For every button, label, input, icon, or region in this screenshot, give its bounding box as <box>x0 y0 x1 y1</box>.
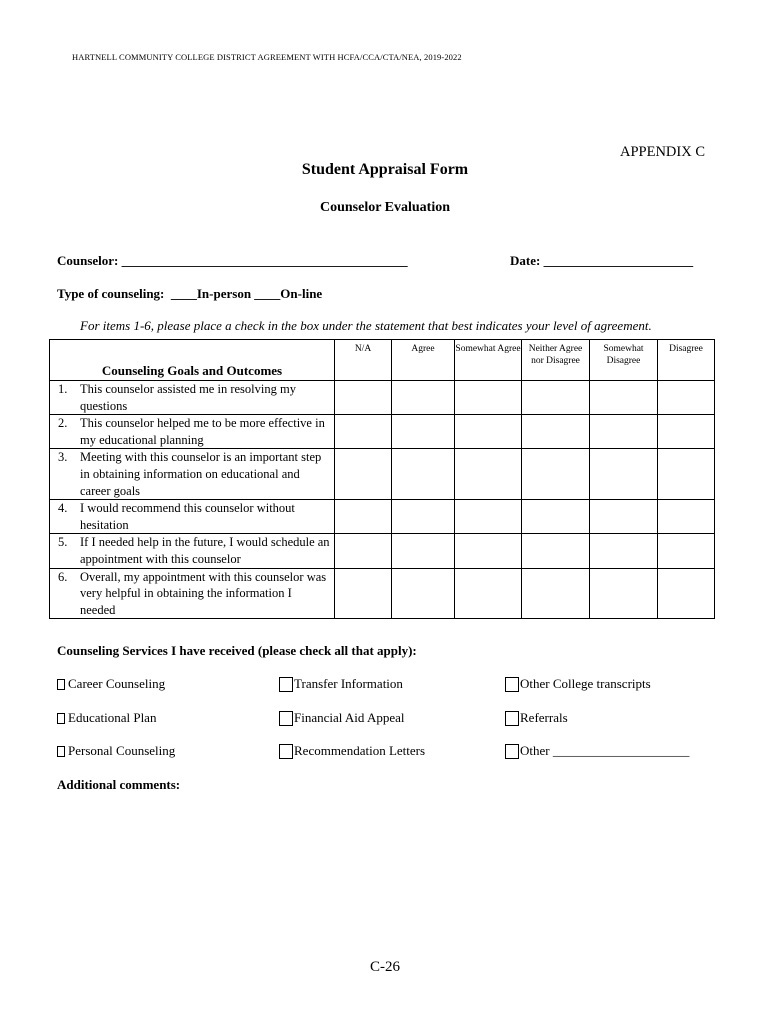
rating-cell-neither[interactable] <box>522 381 590 415</box>
form-subtitle: Counselor Evaluation <box>319 200 451 215</box>
rating-cell-agree[interactable] <box>392 449 455 500</box>
item-cell <box>50 449 335 500</box>
item-text: Meeting with this counselor is an important step in obtaining information on educational and career goals <box>80 450 322 498</box>
item-number: 4. <box>58 501 68 516</box>
rating-cell-na[interactable] <box>335 500 392 534</box>
column-header-somewhat-disagree: Somewhat Disagree <box>590 340 658 381</box>
appendix-label: APPENDIX C <box>620 144 705 160</box>
rating-cell-na[interactable] <box>335 415 392 449</box>
service-educational-plan[interactable] <box>57 710 156 726</box>
rating-cell-disagree[interactable] <box>658 449 715 500</box>
rating-cell-agree[interactable] <box>392 415 455 449</box>
checkbox-glyph-icon[interactable] <box>57 713 65 724</box>
rating-cell-agree[interactable] <box>392 534 455 568</box>
rating-cell-na[interactable] <box>335 534 392 568</box>
rating-cell-na[interactable] <box>335 568 392 619</box>
rating-cell-agree[interactable] <box>392 568 455 619</box>
rating-cell-somewhat-agree[interactable] <box>455 534 522 568</box>
service-label: Financial Aid Appeal <box>294 710 405 725</box>
column-header-disagree: Disagree <box>658 340 715 381</box>
service-label: Transfer Information <box>294 676 403 691</box>
checkbox-glyph-icon[interactable] <box>57 746 65 757</box>
rating-cell-somewhat-agree[interactable] <box>455 500 522 534</box>
item-cell <box>50 415 335 449</box>
counseling-type-field[interactable]: Type of counseling: ____In-person ____On-line <box>57 286 323 301</box>
rating-cell-somewhat-agree[interactable] <box>455 381 522 415</box>
rating-cell-somewhat-agree[interactable] <box>455 415 522 449</box>
checkbox-glyph-icon[interactable] <box>57 679 65 690</box>
table-row <box>50 534 715 568</box>
table-row <box>50 449 715 500</box>
rating-cell-somewhat-disagree[interactable] <box>590 500 658 534</box>
service-other-college-transcripts[interactable] <box>505 676 651 692</box>
goals-header: Counseling Goals and Outcomes <box>50 340 335 381</box>
table-row <box>50 381 715 415</box>
column-header-somewhat-agree: Somewhat Agree <box>455 340 522 381</box>
rating-cell-somewhat-disagree[interactable] <box>590 449 658 500</box>
instructions: For items 1-6, please place a check in the box under the statement that best indicates your level of agreement. <box>80 318 652 333</box>
service-personal-counseling[interactable] <box>57 743 175 759</box>
rating-cell-neither[interactable] <box>522 568 590 619</box>
item-cell <box>50 568 335 619</box>
rating-cell-somewhat-disagree[interactable] <box>590 415 658 449</box>
rating-cell-neither[interactable] <box>522 449 590 500</box>
rating-cell-neither[interactable] <box>522 500 590 534</box>
service-label: Educational Plan <box>68 710 157 725</box>
table-row <box>50 568 715 619</box>
rating-cell-somewhat-disagree[interactable] <box>590 534 658 568</box>
document-header: HARTNELL COMMUNITY COLLEGE DISTRICT AGREEMENT WITH HCFA/CCA/CTA/NEA, 2019-2022 <box>72 52 462 62</box>
checkbox-icon[interactable] <box>505 744 519 759</box>
service-transfer-information[interactable] <box>279 676 403 692</box>
service-label: Career Counseling <box>68 676 166 691</box>
service-label: Personal Counseling <box>68 743 176 758</box>
rating-cell-disagree[interactable] <box>658 415 715 449</box>
table-row <box>50 500 715 534</box>
table-row <box>50 415 715 449</box>
rating-cell-agree[interactable] <box>392 500 455 534</box>
rating-cell-agree[interactable] <box>392 381 455 415</box>
rating-cell-na[interactable] <box>335 449 392 500</box>
item-text: I would recommend this counselor without hesitation <box>80 501 295 532</box>
item-text: This counselor assisted me in resolving my questions <box>80 382 296 413</box>
item-number: 1. <box>58 382 68 396</box>
service-referrals[interactable] <box>505 710 568 726</box>
page-number: C-26 <box>370 959 400 975</box>
checkbox-icon[interactable] <box>279 744 293 759</box>
rating-cell-na[interactable] <box>335 381 392 415</box>
column-header-na: N/A <box>335 340 392 381</box>
item-number: 2. <box>58 416 68 431</box>
checkbox-icon[interactable] <box>505 711 519 726</box>
rating-cell-disagree[interactable] <box>658 568 715 619</box>
column-header-agree: Agree <box>392 340 455 381</box>
services-title: Counseling Services I have received (please check all that apply): <box>57 643 417 658</box>
rating-cell-somewhat-agree[interactable] <box>455 568 522 619</box>
evaluation-table <box>49 339 715 619</box>
date-field[interactable]: Date: _______________________ <box>510 253 694 268</box>
rating-cell-somewhat-agree[interactable] <box>455 449 522 500</box>
item-text: Overall, my appointment with this counselor was very helpful in obtaining the information I needed <box>80 569 327 617</box>
service-label: Other College transcripts <box>520 676 651 691</box>
service-label: Recommendation Letters <box>294 743 426 758</box>
item-number: 3. <box>58 450 68 465</box>
table-header-row <box>50 340 715 381</box>
rating-cell-somewhat-disagree[interactable] <box>590 381 658 415</box>
rating-cell-disagree[interactable] <box>658 381 715 415</box>
service-financial-aid-appeal[interactable] <box>279 710 404 726</box>
item-text: If I needed help in the future, I would schedule an appointment with this counselor <box>80 535 330 566</box>
service-career-counseling[interactable] <box>57 676 165 692</box>
service-recommendation-letters[interactable] <box>279 743 425 759</box>
column-header-neither: Neither Agree nor Disagree <box>522 340 590 381</box>
rating-cell-disagree[interactable] <box>658 534 715 568</box>
rating-cell-neither[interactable] <box>522 534 590 568</box>
form-title: Student Appraisal Form <box>301 161 469 178</box>
checkbox-icon[interactable] <box>279 711 293 726</box>
service-label: Other _____________________ <box>520 743 690 758</box>
item-cell <box>50 500 335 534</box>
rating-cell-disagree[interactable] <box>658 500 715 534</box>
item-number: 5. <box>58 535 68 550</box>
item-cell <box>50 381 335 415</box>
item-text: This counselor helped me to be more effective in my educational planning <box>80 416 325 447</box>
checkbox-icon[interactable] <box>279 677 293 692</box>
rating-cell-somewhat-disagree[interactable] <box>590 568 658 619</box>
counselor-field[interactable]: Counselor: ____________________________________________ <box>57 253 408 268</box>
additional-comments-label: Additional comments: <box>57 777 181 792</box>
rating-cell-neither[interactable] <box>522 415 590 449</box>
service-other[interactable] <box>505 743 689 759</box>
item-cell <box>50 534 335 568</box>
checkbox-icon[interactable] <box>505 677 519 692</box>
item-number: 6. <box>58 569 68 584</box>
service-label: Referrals <box>520 710 568 725</box>
